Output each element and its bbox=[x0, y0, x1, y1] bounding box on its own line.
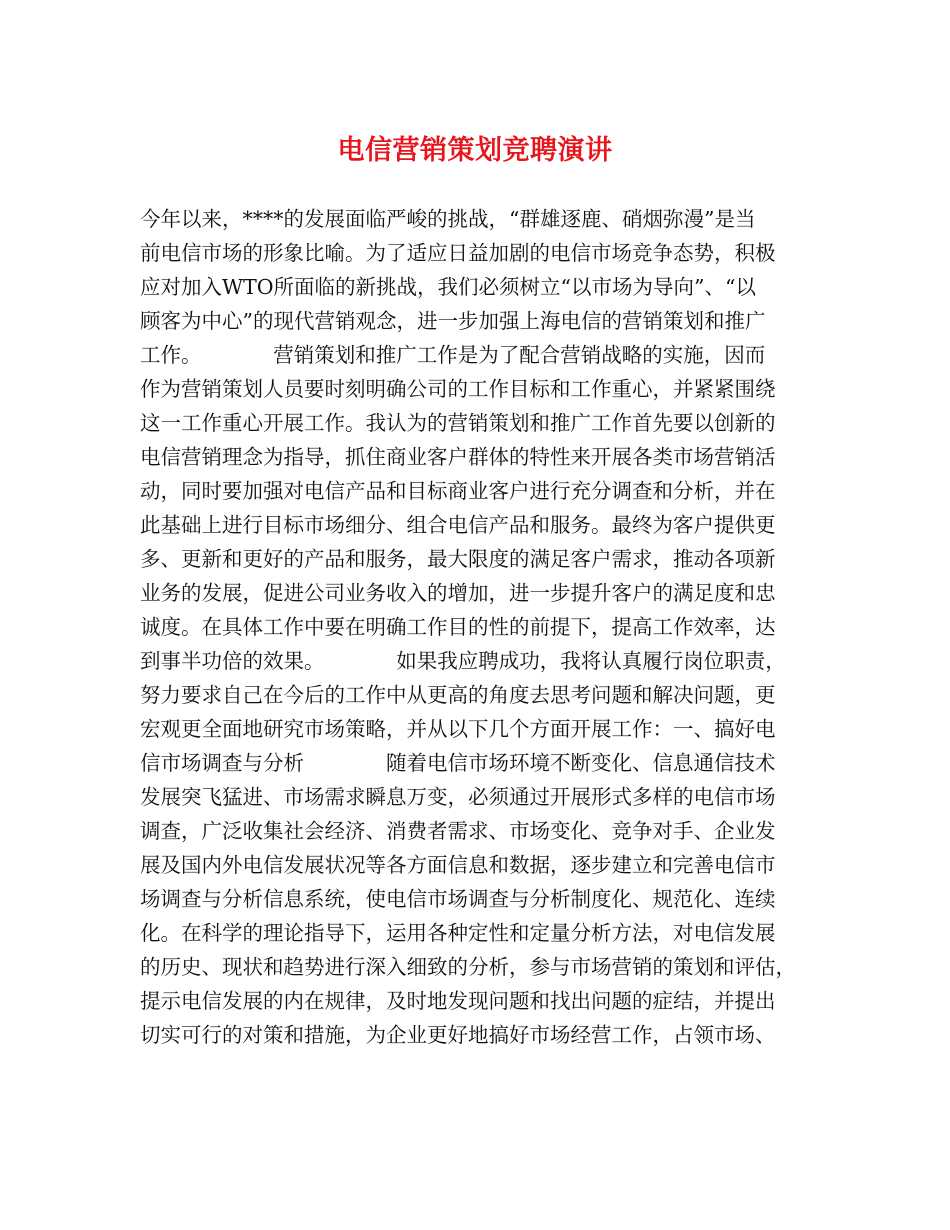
body-line: 作为营销策划人员要时刻明确公司的工作目标和工作重心，并紧紧围绕 bbox=[140, 377, 776, 401]
body-line: 此基础上进行目标市场细分、组合电信产品和服务。最终为客户提供更 bbox=[140, 513, 776, 537]
body-line: 应对加入WTO所面临的新挑战，我们必须树立“以市场为导向”、“以 bbox=[140, 275, 756, 299]
body-line: 工作。 营销策划和推广工作是为了配合营销战略的实施，因而 bbox=[140, 343, 766, 367]
body-line: 这一工作重心开展工作。我认为的营销策划和推广工作首先要以创新的 bbox=[140, 411, 776, 435]
body-line: 场调查与分析信息系统，使电信市场调查与分析制度化、规范化、连续 bbox=[140, 887, 776, 911]
body-line: 前电信市场的形象比喻。为了适应日益加剧的电信市场竞争态势，积极 bbox=[140, 241, 776, 265]
body-line: 化。在科学的理论指导下，运用各种定性和定量分析方法，对电信发展 bbox=[140, 921, 776, 945]
body-line: 顾客为中心”的现代营销观念，进一步加强上海电信的营销策划和推广 bbox=[140, 309, 766, 333]
body-line: 业务的发展，促进公司业务收入的增加，进一步提升客户的满足度和忠 bbox=[140, 581, 776, 605]
body-line: 展及国内外电信发展状况等各方面信息和数据，逐步建立和完善电信市 bbox=[140, 853, 776, 877]
body-line: 调查，广泛收集社会经济、消费者需求、市场变化、竞争对手、企业发 bbox=[140, 819, 776, 843]
body-line: 动，同时要加强对电信产品和目标商业客户进行充分调查和分析，并在 bbox=[140, 479, 776, 503]
body-line: 多、更新和更好的产品和服务，最大限度的满足客户需求，推动各项新 bbox=[140, 547, 776, 571]
body-line: 的历史、现状和趋势进行深入细致的分析，参与市场营销的策划和评估， bbox=[140, 955, 796, 979]
body-line: 到事半功倍的效果。 如果我应聘成功，我将认真履行岗位职责， bbox=[140, 649, 786, 673]
body-line: 切实可行的对策和措施，为企业更好地搞好市场经营工作，占领市场、 bbox=[140, 1023, 776, 1047]
body-line: 宏观更全面地研究市场策略，并从以下几个方面开展工作：一、搞好电 bbox=[140, 717, 776, 741]
body-line: 努力要求自己在今后的工作中从更高的角度去思考问题和解决问题，更 bbox=[140, 683, 776, 707]
body-line: 今年以来，****的发展面临严峻的挑战，“群雄逐鹿、硝烟弥漫”是当 bbox=[140, 207, 756, 231]
body-line: 诚度。在具体工作中要在明确工作目的性的前提下，提高工作效率，达 bbox=[140, 615, 776, 639]
document-body bbox=[140, 202, 820, 1052]
body-line: 信市场调查与分析 随着电信市场环境不断变化、信息通信技术 bbox=[140, 751, 776, 775]
body-line: 提示电信发展的内在规律，及时地发现问题和找出问题的症结，并提出 bbox=[140, 989, 776, 1013]
body-line: 发展突飞猛进、市场需求瞬息万变，必须通过开展形式多样的电信市场 bbox=[140, 785, 776, 809]
body-line: 电信营销理念为指导，抓住商业客户群体的特性来开展各类市场营销活 bbox=[140, 445, 776, 469]
document-title: 电信营销策划竞聘演讲 bbox=[337, 135, 613, 166]
